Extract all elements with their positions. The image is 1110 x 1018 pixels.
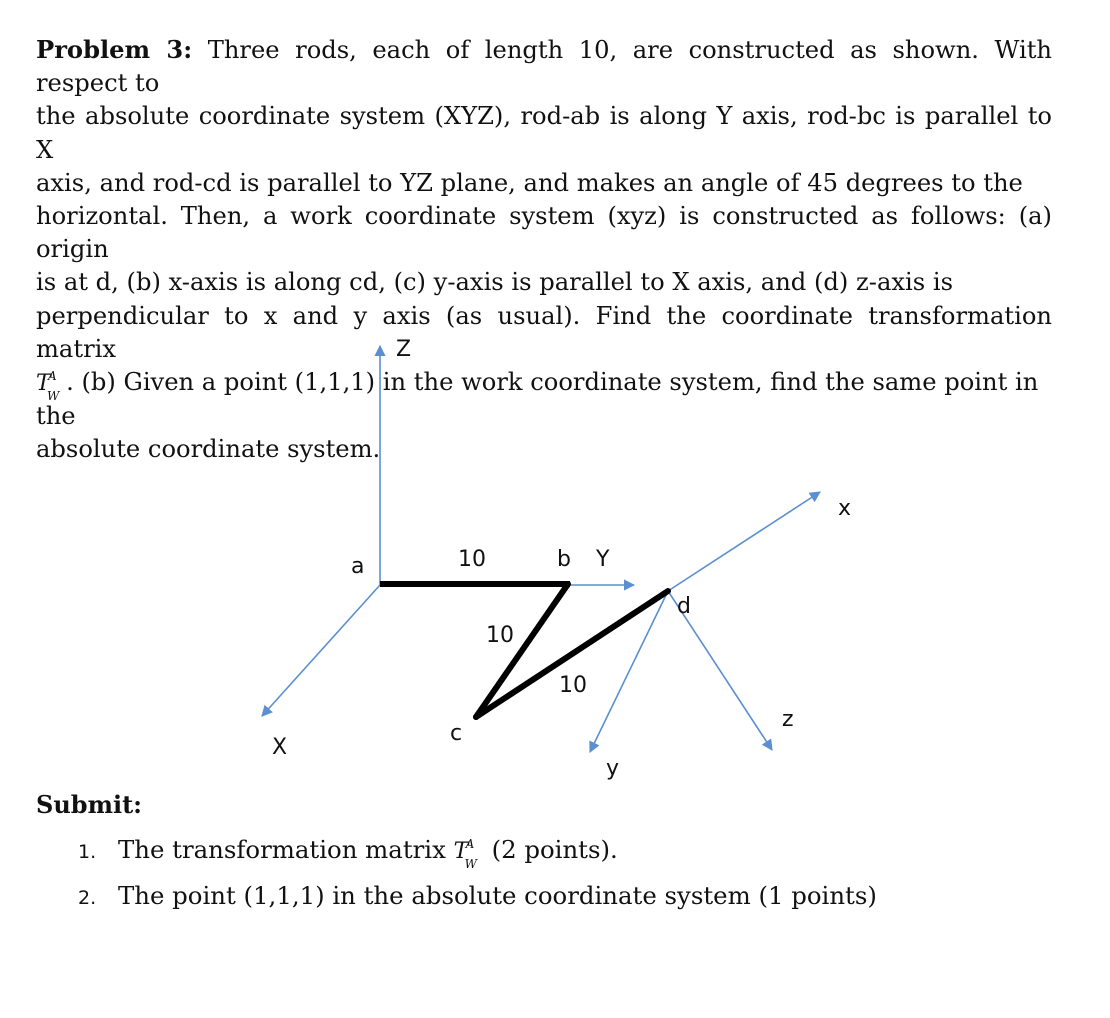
point-c-label: c: [450, 721, 463, 746]
problem-heading: Problem 3:: [36, 35, 193, 64]
abs-x-axis: [262, 585, 380, 716]
length-cd-label: 10: [559, 673, 587, 698]
point-d-label: d: [677, 594, 691, 619]
work-x-axis: [668, 492, 820, 591]
submit-title: Submit:: [36, 790, 143, 819]
rod-cd: [476, 591, 668, 717]
matrix-superscript: A: [48, 369, 57, 384]
problem-line-2: the absolute coordinate system (XYZ), rod-ab is along Y axis, rod-bc is parallel to X: [36, 102, 1052, 164]
problem-line-8: absolute coordinate system.: [36, 435, 381, 464]
matrix-subscript: W: [464, 857, 477, 871]
problem-text-7: . (b) Given a point (1,1,1) in the work coordinate system, find the same point in the: [36, 368, 1039, 431]
transformation-matrix-symbol: [453, 832, 477, 871]
abs-x-label: X: [272, 735, 288, 760]
abs-z-label: Z: [396, 337, 412, 362]
submit-item-text: The transformation matrix: [118, 835, 454, 864]
submit-item-number: 2.: [78, 887, 97, 909]
problem-line-6: perpendicular to x and y axis (as usual). Find the coordinate transformation matrix: [36, 301, 1052, 363]
submit-item-text-post: (2 points).: [483, 835, 618, 864]
matrix-superscript: A: [465, 837, 475, 851]
problem-line-5: is at d, (b) x-axis is along cd, (c) y-axis is parallel to X axis, and (d) z-axis is: [36, 268, 953, 297]
matrix-subscript: W: [47, 389, 60, 404]
matrix-base: T: [453, 839, 469, 864]
submit-item-text: The point (1,1,1) in the absolute coordinate system (1 points): [118, 881, 877, 910]
submit-list: [78, 832, 877, 924]
abs-y-label: Y: [596, 547, 610, 572]
point-b-label: b: [557, 547, 571, 572]
work-y-label: y: [606, 756, 620, 781]
matrix-base: T: [36, 371, 51, 397]
problem-text-1: Three rods, each of length 10, are constructed as shown. With respect to: [36, 36, 1052, 98]
work-x-label: x: [838, 496, 852, 521]
submit-item-2: [78, 878, 877, 924]
point-a-label: a: [351, 554, 365, 579]
rod-bc: [476, 584, 568, 717]
work-z-label: z: [782, 707, 794, 732]
submit-item-1: [78, 832, 877, 878]
length-bc-label: 10: [486, 623, 514, 648]
problem-line-4: horizontal. Then, a work coordinate system (xyz) is constructed as follows: (a) origin: [36, 202, 1052, 264]
problem-line-3: axis, and rod-cd is parallel to YZ plane, and makes an angle of 45 degrees to the: [36, 168, 1023, 197]
length-ab-label: 10: [458, 547, 486, 572]
submit-item-number: 1.: [78, 841, 97, 863]
